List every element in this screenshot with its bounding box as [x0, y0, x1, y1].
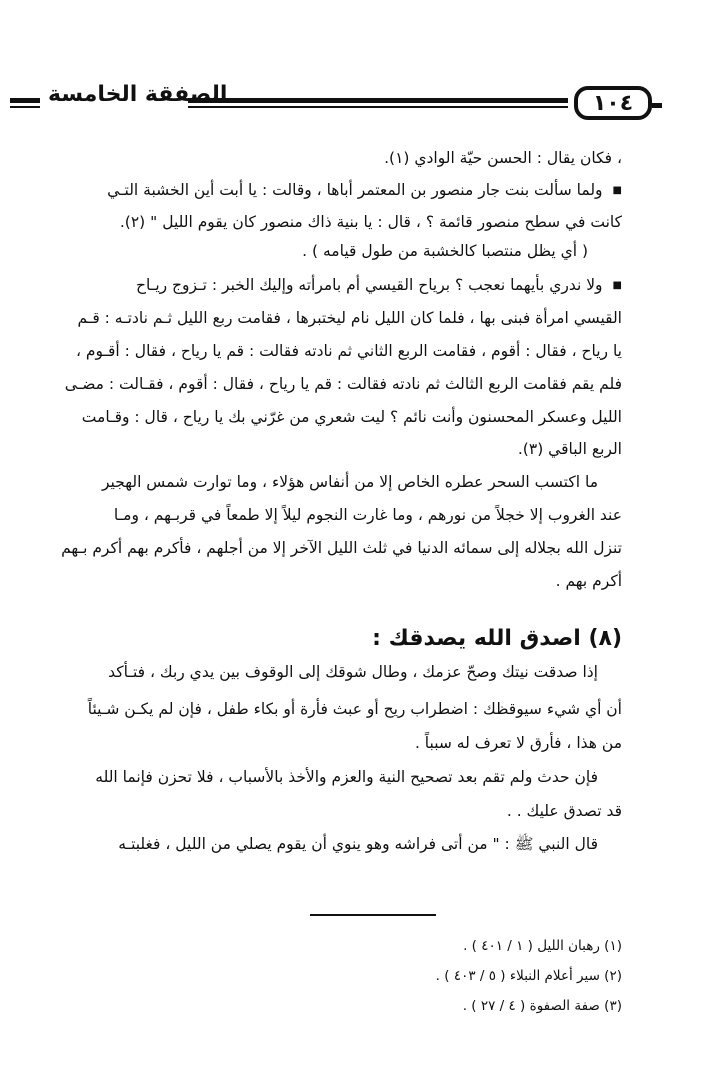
text-line-bullet: [98, 270, 622, 300]
text-line: من هذا ، فأرق لا تعرف له سبباً .: [414, 734, 622, 752]
text-line: ما اكتسب السحر عطره الخاص إلا من أنفاس هؤلاء ، وما توارت شمس الهجير: [101, 473, 598, 491]
text-line: ولا ندري بأيهما نعجب ؟ برياح القيسي أم بامرأته وإليك الخبر : تـزوج ريـاح: [136, 276, 603, 294]
text-line: أكرم بهم .: [555, 572, 622, 590]
chapter-title: الصفقة الخامسة: [48, 82, 228, 107]
text-line: يا رياح ، فقال : أقوم ، فقامت الربع الثاني ثم نادته فقالت : قم يا رياح ، فقال : أقـوم ،: [75, 342, 622, 360]
text-line: عند الغروب إلا خجلاً من نورهم ، وما غارت النجوم ليلاً إلا طمعاً في قربـهم ، ومـا: [113, 506, 622, 524]
footnote: (١) رهبان الليل ( ١ / ٤٠١ ) .: [463, 938, 622, 954]
text-line: الليل وعسكر المحسنون وأنت نائم ؟ ليت شعري من غرّني بك يا رياح ، قال : وقـامت: [81, 408, 622, 426]
text-line: ، فكان يقال : الحسن حيّة الوادي (١).: [384, 149, 622, 167]
footnote: (٣) صفة الصفوة ( ٤ / ٢٧ ) .: [462, 998, 622, 1014]
text-line: تنزل الله بجلاله إلى سمائه الدنيا في ثلث الليل الآخر إلا من أجلهم ، فأكرم بهم أكرم بـهم: [61, 539, 622, 557]
text-line: إذا صدقت نيتك وصحّ عزمك ، وطال شوقك إلى الوقوف بين يدي ربك ، فتـأكد: [108, 663, 598, 681]
text-line: ولما سألت بنت جار منصور بن المعتمر أباها ، وقالت : يا أبت أين الخشبة التـي: [107, 181, 603, 199]
text-line: فإن حدث ولم تقم بعد تصحيح النية والعزم والأخذ بالأسباب ، فلا تحزن فإنما الله: [95, 768, 598, 786]
header-rule: [188, 98, 568, 103]
header-rule-thin: [188, 106, 568, 108]
footnote: (٢) سير أعلام النبلاء ( ٥ / ٤٠٣ ) .: [435, 968, 622, 984]
text-line: كانت في سطح منصور قائمة ؟ ، قال : يا بنية ذاك منصور كان يقوم الليل " (٢).: [119, 213, 622, 231]
page-number: ١٠٤: [574, 86, 652, 120]
text-line: أن أي شيء سيوقظك : اضطراب ريح أو عبث فأرة أو بكاء طفل ، فإن لم يكـن شـيئاً: [87, 700, 622, 718]
text-line-bullet: [98, 175, 622, 205]
footnote-separator: [310, 914, 436, 916]
text-line: فلم يقم فقامت الربع الثالث ثم نادته فقالت : قم يا رياح ، فقال : أقوم ، فقـالت : مضـى: [64, 375, 622, 393]
text-line: الربع الباقي (٣).: [517, 440, 622, 458]
header-rule-left-thin: [10, 106, 40, 108]
page-header: [10, 82, 710, 122]
text-line: قد تصدق عليك . .: [506, 802, 622, 820]
text-line: قال النبي ﷺ : " من أتى فراشه وهو ينوي أن يقوم يصلي من الليل ، فغلبتـه: [118, 835, 598, 853]
text-line: القيسي امرأة فبنى بها ، فلما كان الليل نام ليختبرها ، فقامت ربع الليل ثـم نادتـه : قـم: [77, 309, 622, 327]
section-heading: (٨) اصدق الله يصدقك :: [372, 626, 622, 651]
text-line: ( أي يظل منتصبا كالخشبة من طول قيامه ) .: [302, 242, 588, 260]
header-rule-left: [10, 98, 40, 103]
